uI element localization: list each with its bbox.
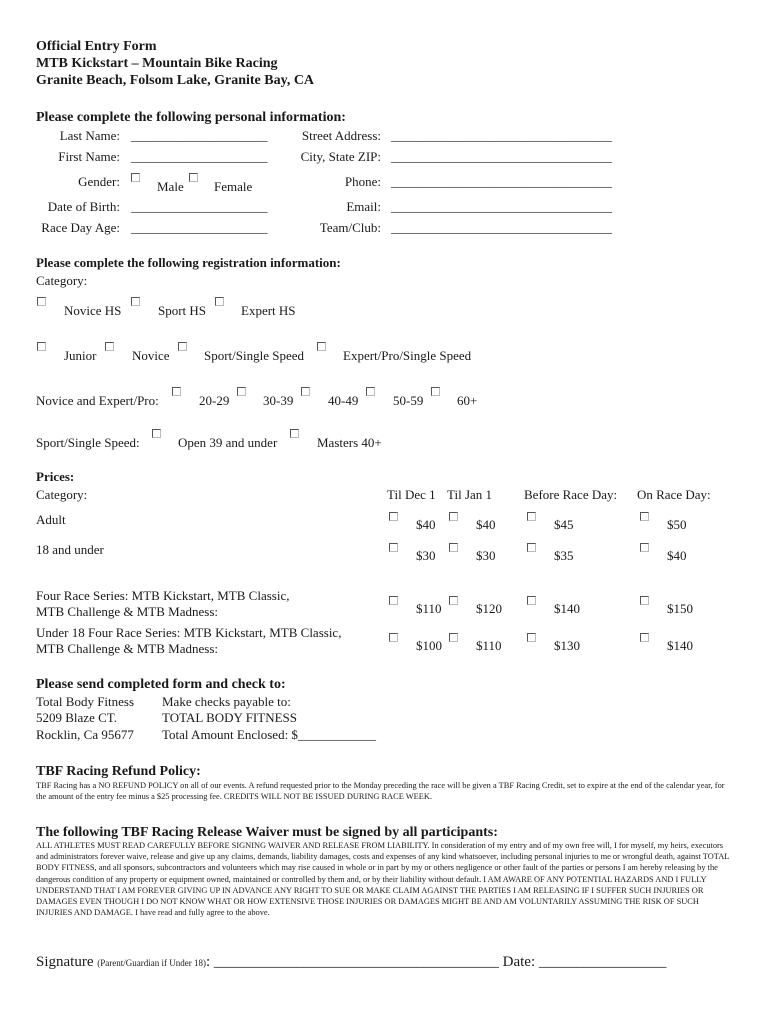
age-50-59-checkbox[interactable]	[366, 387, 375, 396]
price-value: $150	[667, 601, 693, 616]
age-30-39-checkbox[interactable]	[237, 387, 246, 396]
price-row-label: Under 18 Four Race Series: MTB Kickstart, MTB Classic,	[36, 625, 342, 640]
price-checkbox[interactable]	[449, 512, 458, 521]
expert-hs-label: Expert HS	[241, 303, 296, 318]
sport-single-speed-checkbox[interactable]	[178, 342, 187, 351]
price-row-label: Adult	[36, 512, 66, 527]
price-value: $40	[416, 517, 436, 532]
male-label: Male	[157, 179, 184, 194]
price-value: $110	[476, 638, 502, 653]
sport-single-speed-age-label: Sport/Single Speed:	[36, 435, 140, 450]
col-til-dec-1: Til Dec 1	[387, 487, 436, 502]
price-checkbox[interactable]	[640, 512, 649, 521]
price-checkbox[interactable]	[449, 596, 458, 605]
registration-heading: Please complete the following registration information:	[36, 255, 341, 270]
event-name: MTB Kickstart – Mountain Bike Racing	[36, 56, 278, 71]
novice-label: Novice	[132, 348, 170, 363]
signature-row	[36, 953, 666, 972]
price-checkbox[interactable]	[389, 596, 398, 605]
price-checkbox[interactable]	[527, 633, 536, 642]
expert-hs-checkbox[interactable]	[215, 297, 224, 306]
price-value: $50	[667, 517, 687, 532]
street-address-field[interactable]: __________________________________	[391, 128, 612, 143]
price-checkbox[interactable]	[389, 543, 398, 552]
personal-info-heading: Please complete the following personal information:	[36, 110, 346, 125]
sport-hs-label: Sport HS	[158, 303, 207, 318]
signature-field[interactable]: ______________________________________	[213, 954, 499, 970]
price-value: $140	[554, 601, 580, 616]
col-on-race-day: On Race Day:	[637, 487, 711, 502]
city-state-zip-field[interactable]: __________________________________	[391, 149, 612, 164]
novice-expert-pro-label: Novice and Expert/Pro:	[36, 393, 159, 408]
last-name-label: Last Name:	[59, 128, 120, 143]
age-40-49-checkbox[interactable]	[301, 387, 310, 396]
last-name-field[interactable]: _____________________	[131, 128, 268, 143]
send-heading: Please send completed form and check to:	[36, 677, 286, 692]
race-day-age-field[interactable]: _____________________	[131, 220, 268, 235]
price-row-label: MTB Challenge & MTB Madness:	[36, 641, 218, 656]
address-line: 5209 Blaze CT.	[36, 710, 117, 725]
street-address-label: Street Address:	[301, 128, 381, 143]
price-value: $40	[667, 548, 687, 563]
total-amount-field[interactable]: ____________	[297, 727, 376, 742]
price-row-label: MTB Challenge & MTB Madness:	[36, 604, 218, 619]
price-checkbox[interactable]	[527, 512, 536, 521]
price-checkbox[interactable]	[449, 633, 458, 642]
sport-single-speed-label: Sport/Single Speed	[204, 348, 305, 363]
expert-pro-single-speed-label: Expert/Pro/Single Speed	[343, 348, 472, 363]
race-day-age-label: Race Day Age:	[41, 220, 120, 235]
age-20-29-checkbox[interactable]	[172, 387, 181, 396]
event-location: Granite Beach, Folsom Lake, Granite Bay, CA	[36, 73, 315, 88]
price-checkbox[interactable]	[527, 596, 536, 605]
price-checkbox[interactable]	[389, 633, 398, 642]
price-checkbox[interactable]	[527, 543, 536, 552]
price-value: $30	[476, 548, 496, 563]
age-20-29-label: 20-29	[199, 393, 230, 408]
price-value: $45	[554, 517, 574, 532]
team-club-field[interactable]: __________________________________	[391, 220, 612, 235]
price-value: $40	[476, 517, 496, 532]
col-before-race-day: Before Race Day:	[524, 487, 618, 502]
total-amount-label	[162, 727, 376, 743]
female-label: Female	[214, 179, 253, 194]
email-field[interactable]: __________________________________	[391, 199, 612, 214]
male-checkbox[interactable]	[131, 173, 140, 182]
open-39-under-label: Open 39 and under	[178, 435, 278, 450]
female-checkbox[interactable]	[189, 173, 198, 182]
price-value: $120	[476, 601, 502, 616]
payable-line: TOTAL BODY FITNESS	[162, 710, 297, 725]
gender-label: Gender:	[78, 174, 120, 189]
price-checkbox[interactable]	[640, 543, 649, 552]
refund-heading: TBF Racing Refund Policy:	[36, 764, 201, 779]
age-30-39-label: 30-39	[263, 393, 294, 408]
col-til-jan-1: Til Jan 1	[447, 487, 493, 502]
waiver-text: ALL ATHLETES MUST READ CAREFULLY BEFORE SIGNING WAIVER AND RELEASE FROM LIABILITY. In consideration of my entry and of my own free will, I for myself, my heirs, executors and administrators forever waive, release and give up any claims, demands, liability damages, costs and expenses of any kind whatsoever, including personal injuries to me or wrongful death, against TOTAL BODY FITNESS, and all sponsors, subcontractors and volunteers which may rise caused in whole or in part by my or others negligence or other fault of the parties or persons I am hereby releasing by the dangerous condition of any property or equipment owned, maintained or controlled by them and, or by their liability without default. I AM AWARE OF ANY POTENTIAL HAZARDS AND I FULLY UNDERSTAND THAT I AM FOREVER GIVING UP IN ADVANCE ANY RIGHT TO SUE OR MAKE CLAIM AGAINST THE PARTIES I AM RELEASING IF I SUFFER SUCH INJURIES OR DAMAGES EVEN THOUGH I DO NOT KNOW WHAT OR HOW EXTENSIVE THOSE INJURIES OR DAMAGES MIGHT BE AND AM VOLUNTARILY ASSUMING THE RISK OF SUCH INJURIES AND DAMAGE. I have read and fully agree to the above.	[36, 841, 730, 918]
date-label: Date:	[502, 954, 536, 970]
price-checkbox[interactable]	[389, 512, 398, 521]
age-40-49-label: 40-49	[328, 393, 359, 408]
price-row-label: Four Race Series: MTB Kickstart, MTB Classic,	[36, 588, 290, 603]
sport-hs-checkbox[interactable]	[131, 297, 140, 306]
refund-text: TBF Racing has a NO REFUND POLICY on all of our events. A refund requested prior to the Monday preceding the race will be given a TBF Racing Credit, set to expire at the end of the calendar year, for the amount of the entry fee minus a $25 processing fee. CREDITS WILL NOT BE ISSUED DURING RACE WEEK.	[36, 781, 725, 802]
age-50-59-label: 50-59	[393, 393, 424, 408]
phone-field[interactable]: __________________________________	[391, 174, 612, 189]
prices-category-label: Category:	[36, 487, 88, 502]
team-club-label: Team/Club:	[319, 220, 381, 235]
category-label: Category:	[36, 273, 88, 288]
price-checkbox[interactable]	[640, 633, 649, 642]
novice-checkbox[interactable]	[105, 342, 114, 351]
email-label: Email:	[346, 199, 381, 214]
signature-sub-label: (Parent/Guardian if Under 18)	[97, 958, 206, 968]
price-value: $30	[416, 548, 436, 563]
junior-label: Junior	[64, 348, 97, 363]
price-row-label: 18 and under	[36, 542, 104, 557]
masters-40-plus-checkbox[interactable]	[290, 429, 299, 438]
signature-label: Signature	[36, 954, 94, 970]
age-60-plus-checkbox[interactable]	[431, 387, 440, 396]
waiver-heading: The following TBF Racing Release Waiver must be signed by all participants:	[36, 825, 498, 840]
price-checkbox[interactable]	[640, 596, 649, 605]
form-title: Official Entry Form	[36, 39, 157, 54]
payable-line: Make checks payable to:	[162, 694, 291, 709]
price-value: $130	[554, 638, 580, 653]
price-value: $140	[667, 638, 693, 653]
novice-hs-label: Novice HS	[64, 303, 122, 318]
price-value: $110	[416, 601, 442, 616]
age-60-plus-label: 60+	[457, 393, 478, 408]
dob-label: Date of Birth:	[47, 199, 120, 214]
city-state-zip-label: City, State ZIP:	[300, 149, 381, 164]
price-checkbox[interactable]	[449, 543, 458, 552]
dob-field[interactable]: _____________________	[131, 199, 268, 214]
first-name-field[interactable]: _____________________	[131, 149, 268, 164]
total-amount-text: Total Amount Enclosed: $	[162, 727, 298, 742]
address-line: Rocklin, Ca 95677	[36, 727, 134, 742]
phone-label: Phone:	[344, 174, 381, 189]
open-39-under-checkbox[interactable]	[152, 429, 161, 438]
price-value: $100	[416, 638, 442, 653]
novice-hs-checkbox[interactable]	[37, 297, 46, 306]
junior-checkbox[interactable]	[37, 342, 46, 351]
price-value: $35	[554, 548, 574, 563]
address-line: Total Body Fitness	[36, 694, 135, 709]
signature-colon: :	[205, 954, 211, 970]
expert-pro-single-speed-checkbox[interactable]	[317, 342, 326, 351]
masters-40-plus-label: Masters 40+	[317, 435, 382, 450]
date-field[interactable]: _________________	[538, 954, 667, 970]
first-name-label: First Name:	[58, 149, 120, 164]
prices-heading: Prices:	[36, 469, 75, 484]
